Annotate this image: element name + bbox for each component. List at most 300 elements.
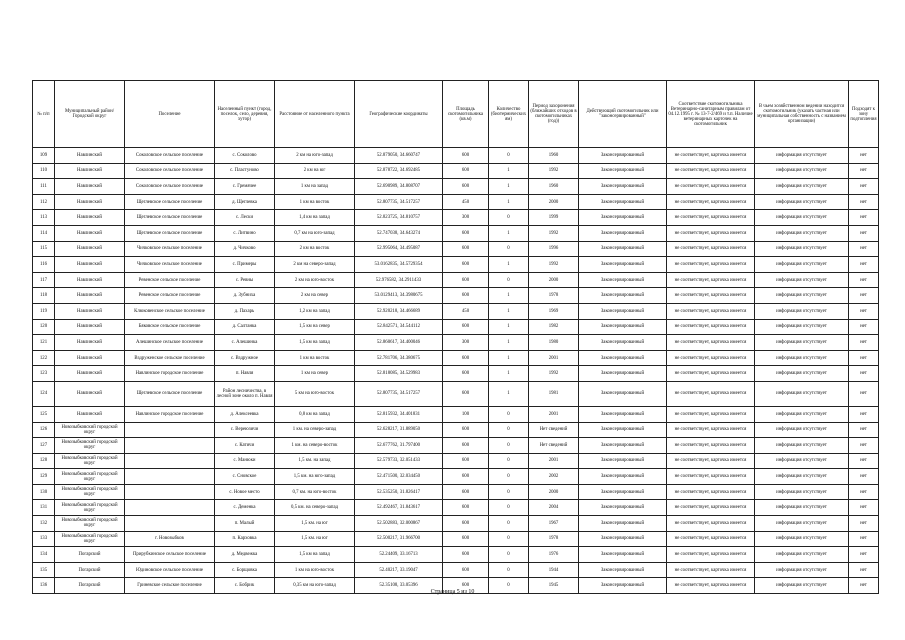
table-cell: с. Борщовка: [215, 562, 275, 578]
table-cell: п. Навля: [215, 366, 275, 382]
table-cell: 1978: [529, 288, 579, 304]
table-cell: информация отсутствует: [755, 547, 849, 563]
table-cell: нет: [849, 163, 879, 179]
table-cell: [125, 500, 215, 516]
table-cell: 52.815932, 34.401831: [355, 406, 443, 422]
table-cell: Законсервированный: [579, 484, 667, 500]
table-cell: 600: [443, 350, 489, 366]
table-cell: 0: [489, 406, 529, 422]
table-cell: 133: [33, 531, 55, 547]
table-cell: 130: [33, 484, 55, 500]
table-cell: 450: [443, 194, 489, 210]
table-cell: 1981: [529, 381, 579, 406]
table-cell: Соколовское сельское поселение: [125, 163, 215, 179]
table-cell: Законсервированный: [579, 335, 667, 351]
table-cell: не соответствует, карточка имеется: [667, 469, 755, 485]
table-cell: 0: [489, 148, 529, 164]
column-header: Площадь скотомогильника (кв.м): [443, 81, 489, 148]
table-row: [33, 319, 879, 335]
table-cell: Законсервированный: [579, 500, 667, 516]
table-row: [33, 422, 879, 438]
table-cell: не соответствует, карточка имеется: [667, 179, 755, 195]
table-cell: Новозыбковский городской округ: [55, 438, 125, 454]
table-cell: 300: [443, 335, 489, 351]
table-cell: нет: [849, 547, 879, 563]
table-cell: Законсервированный: [579, 531, 667, 547]
table-cell: не соответствует, карточка имеется: [667, 438, 755, 454]
table-cell: не соответствует, карточка имеется: [667, 257, 755, 273]
table-cell: с. Литвино: [215, 225, 275, 241]
table-cell: 1,5 км. на юго-запад: [275, 469, 355, 485]
table-cell: не соответствует, карточка имеется: [667, 303, 755, 319]
table-row: [33, 562, 879, 578]
table-cell: не соответствует, карточка имеется: [667, 148, 755, 164]
table-cell: Чичковское сельское поселение: [125, 241, 215, 257]
table-cell: Законсервированный: [579, 319, 667, 335]
table-cell: Щеглевское сельское поселение: [125, 194, 215, 210]
table-cell: 52.860617, 34.400046: [355, 335, 443, 351]
table-cell: нет: [849, 453, 879, 469]
table-cell: 1 км на юго-восток: [275, 562, 355, 578]
table-cell: нет: [849, 381, 879, 406]
table-cell: информация отсутствует: [755, 381, 849, 406]
table-row: [33, 194, 879, 210]
table-cell: 600: [443, 438, 489, 454]
table-cell: Район лесничества, в лесной зоне около п. Навля: [215, 381, 275, 406]
table-cell: 2002: [529, 469, 579, 485]
table-cell: Навлинский: [55, 194, 125, 210]
table-cell: 128: [33, 453, 55, 469]
table-cell: не соответствует, карточка имеется: [667, 335, 755, 351]
table-cell: нет: [849, 148, 879, 164]
table-cell: д. Зубниха: [215, 288, 275, 304]
table-cell: 0: [489, 547, 529, 563]
table-cell: Законсервированный: [579, 148, 667, 164]
table-cell: Законсервированный: [579, 288, 667, 304]
table-cell: Законсервированный: [579, 406, 667, 422]
column-header: № п/п: [33, 81, 55, 148]
table-cell: информация отсутствует: [755, 179, 849, 195]
table-cell: нет: [849, 562, 879, 578]
table-cell: информация отсутствует: [755, 319, 849, 335]
table-cell: Прирубкинское сельское поселение: [125, 547, 215, 563]
table-cell: 600: [443, 163, 489, 179]
table-cell: [125, 516, 215, 532]
table-cell: 600: [443, 288, 489, 304]
table-cell: 1992: [529, 163, 579, 179]
table-cell: Погарский: [55, 562, 125, 578]
table-cell: с. Пластуново: [215, 163, 275, 179]
table-cell: Новозыбковский городской округ: [55, 453, 125, 469]
table-row: [33, 272, 879, 288]
table-cell: 1: [489, 288, 529, 304]
table-cell: с. Вздружное: [215, 350, 275, 366]
table-row: [33, 148, 879, 164]
table-row: [33, 547, 879, 563]
table-cell: 1980: [529, 335, 579, 351]
table-cell: 600: [443, 148, 489, 164]
table-cell: 2001: [529, 453, 579, 469]
table-cell: информация отсутствует: [755, 531, 849, 547]
table-cell: с. Соколово: [215, 148, 275, 164]
table-cell: 52.879050, 34.660747: [355, 148, 443, 164]
document-sheet: [32, 80, 878, 594]
table-cell: нет: [849, 210, 879, 226]
table-cell: 1: [489, 350, 529, 366]
table-cell: Навлинское городское поселение: [125, 406, 215, 422]
table-body: [33, 148, 879, 594]
table-cell: 600: [443, 319, 489, 335]
table-cell: 1992: [529, 225, 579, 241]
table-cell: 1,5 км на запад: [275, 335, 355, 351]
table-cell: Законсервированный: [579, 578, 667, 594]
table-cell: информация отсутствует: [755, 453, 849, 469]
table-cell: информация отсутствует: [755, 303, 849, 319]
table-cell: с. Гремячее: [215, 179, 275, 195]
table-cell: 2 км на северо-запад: [275, 257, 355, 273]
table-cell: не соответствует, карточка имеется: [667, 516, 755, 532]
table-cell: 1: [489, 303, 529, 319]
table-cell: не соответствует, карточка имеется: [667, 350, 755, 366]
table-cell: не соответствует, карточка имеется: [667, 163, 755, 179]
table-cell: 114: [33, 225, 55, 241]
table-cell: не соответствует, карточка имеется: [667, 194, 755, 210]
table-cell: 600: [443, 578, 489, 594]
table-cell: 2004: [529, 500, 579, 516]
column-header: Действующий скотомогильник или "законсервированный": [579, 81, 667, 148]
table-cell: [125, 469, 215, 485]
table-cell: 2000: [529, 484, 579, 500]
table-cell: нет: [849, 335, 879, 351]
table-cell: 0: [489, 516, 529, 532]
table-cell: д. Щеглевка: [215, 194, 275, 210]
table-cell: 1: [489, 179, 529, 195]
table-cell: 136: [33, 578, 55, 594]
table-cell: 1967: [529, 516, 579, 532]
table-cell: 110: [33, 163, 55, 179]
table-cell: информация отсутствует: [755, 241, 849, 257]
table-cell: Клюковенское сельское поселение: [125, 303, 215, 319]
column-header: Количество (биотермических ям): [489, 81, 529, 148]
table-cell: 1: [489, 319, 529, 335]
table-cell: Щеглевское сельское поселение: [125, 210, 215, 226]
table-cell: Гриневское сельское поселение: [125, 578, 215, 594]
table-cell: Щеглевское сельское поселение: [125, 381, 215, 406]
table-cell: не соответствует, карточка имеется: [667, 210, 755, 226]
table-cell: п. Карховка: [215, 531, 275, 547]
table-cell: информация отсутствует: [755, 257, 849, 273]
table-cell: Алешинское сельское поселение: [125, 335, 215, 351]
table-cell: 0: [489, 500, 529, 516]
table-cell: 52.492467, 31.843617: [355, 500, 443, 516]
table-cell: Законсервированный: [579, 516, 667, 532]
table-cell: Законсервированный: [579, 438, 667, 454]
table-cell: с. Манюки: [215, 453, 275, 469]
table-cell: информация отсутствует: [755, 288, 849, 304]
table-cell: нет: [849, 179, 879, 195]
table-cell: [125, 453, 215, 469]
table-cell: Законсервированный: [579, 179, 667, 195]
table-cell: с. Бобрик: [215, 578, 275, 594]
table-cell: 1 км на восток: [275, 350, 355, 366]
table-cell: 0: [489, 272, 529, 288]
table-cell: Законсервированный: [579, 210, 667, 226]
table-cell: 0,7 км на юго-запад: [275, 225, 355, 241]
table-cell: Законсервированный: [579, 272, 667, 288]
table-cell: [125, 438, 215, 454]
table-cell: Ревенское сельское поселение: [125, 288, 215, 304]
table-cell: нет: [849, 288, 879, 304]
table-cell: нет: [849, 422, 879, 438]
table-cell: 1960: [529, 148, 579, 164]
table-cell: 52.35108, 33.05396: [355, 578, 443, 594]
table-row: [33, 303, 879, 319]
table-cell: Навлинский: [55, 366, 125, 382]
table-cell: Нет сведений: [529, 438, 579, 454]
table-cell: 126: [33, 422, 55, 438]
table-cell: 52.842571, 34.544112: [355, 319, 443, 335]
table-row: [33, 516, 879, 532]
column-header: Поселение: [125, 81, 215, 148]
table-cell: 1: [489, 194, 529, 210]
table-cell: 600: [443, 179, 489, 195]
table-cell: Навлинский: [55, 303, 125, 319]
table-cell: 1978: [529, 531, 579, 547]
table-cell: Новозыбковский городской округ: [55, 531, 125, 547]
table-cell: информация отсутствует: [755, 516, 849, 532]
table-cell: 123: [33, 366, 55, 382]
table-cell: 100: [443, 406, 489, 422]
table-cell: Нет сведений: [529, 422, 579, 438]
landfill-table: [32, 80, 879, 594]
table-cell: 52.471500, 32.034450: [355, 469, 443, 485]
table-cell: Законсервированный: [579, 381, 667, 406]
table-row: [33, 241, 879, 257]
table-cell: не соответствует, карточка имеется: [667, 241, 755, 257]
table-cell: 1 км. на северо-запад: [275, 422, 355, 438]
table-cell: нет: [849, 303, 879, 319]
table-cell: 2 км на север: [275, 288, 355, 304]
table-cell: информация отсутствует: [755, 406, 849, 422]
table-cell: 0: [489, 453, 529, 469]
table-cell: 2 км на восток: [275, 241, 355, 257]
table-cell: 600: [443, 469, 489, 485]
table-cell: 0: [489, 422, 529, 438]
table-cell: 52.878722, 34.692485: [355, 163, 443, 179]
table-cell: Навлинский: [55, 257, 125, 273]
table-cell: 0: [489, 578, 529, 594]
table-cell: 125: [33, 406, 55, 422]
table-row: [33, 406, 879, 422]
column-header: Соответствие скотомогильника Ветеринарно-санитарным правилам от 04.12.1995 г. № 13-7-2/469 и т.п. Наличие ветеринарных карточек на скотомогильник: [667, 81, 755, 148]
table-header-row: [33, 81, 879, 148]
table-cell: 52.579733, 32.051433: [355, 453, 443, 469]
table-cell: 116: [33, 257, 55, 273]
column-header: Расстояние от населенного пункта: [275, 81, 355, 148]
table-cell: информация отсутствует: [755, 562, 849, 578]
table-cell: 117: [33, 272, 55, 288]
table-cell: информация отсутствует: [755, 469, 849, 485]
table-cell: 122: [33, 350, 55, 366]
table-cell: 600: [443, 257, 489, 273]
table-cell: информация отсутствует: [755, 225, 849, 241]
table-cell: 450: [443, 303, 489, 319]
table-cell: 1,5 км. на запад: [275, 453, 355, 469]
table-row: [33, 381, 879, 406]
table-cell: 53.0129413, 34.3980675: [355, 288, 443, 304]
table-cell: Навлинский: [55, 210, 125, 226]
table-cell: 600: [443, 225, 489, 241]
column-header: В чьем хозяйственном ведении находится скотомогильник (указать частная или муниципальная собственность с названием организации): [755, 81, 849, 148]
table-cell: нет: [849, 241, 879, 257]
table-cell: 0,8 км на запад: [275, 406, 355, 422]
table-cell: 1,2 км на запад: [275, 303, 355, 319]
table-cell: Законсервированный: [579, 453, 667, 469]
table-cell: 600: [443, 272, 489, 288]
table-cell: 2001: [529, 350, 579, 366]
table-cell: информация отсутствует: [755, 194, 849, 210]
table-cell: не соответствует, карточка имеется: [667, 562, 755, 578]
table-cell: Законсервированный: [579, 257, 667, 273]
table-cell: 600: [443, 516, 489, 532]
table-row: [33, 257, 879, 273]
table-cell: 1992: [529, 366, 579, 382]
table-cell: нет: [849, 484, 879, 500]
table-cell: 0,35 км на юго-запад: [275, 578, 355, 594]
table-cell: 1,5 км на запад: [275, 547, 355, 563]
table-cell: нет: [849, 516, 879, 532]
table-cell: Вздруженское сельское поселение: [125, 350, 215, 366]
table-cell: 52.807735, 34.517257: [355, 381, 443, 406]
table-cell: 109: [33, 148, 55, 164]
table-cell: 134: [33, 547, 55, 563]
table-cell: 600: [443, 381, 489, 406]
table-cell: Законсервированный: [579, 303, 667, 319]
table-cell: 600: [443, 484, 489, 500]
table-cell: не соответствует, карточка имеется: [667, 578, 755, 594]
table-cell: Навлинское городское поселение: [125, 366, 215, 382]
table-cell: не соответствует, карточка имеется: [667, 272, 755, 288]
table-cell: 52.502883, 32.000867: [355, 516, 443, 532]
table-cell: 1992: [529, 257, 579, 273]
table-cell: с. Вереюзичи: [215, 422, 275, 438]
table-cell: 52.500217, 31.966700: [355, 531, 443, 547]
table-cell: нет: [849, 350, 879, 366]
table-cell: 52.40217, 33.19047: [355, 562, 443, 578]
table-cell: с. Сновское: [215, 469, 275, 485]
table-cell: 5 км на юго-восток: [275, 381, 355, 406]
table-cell: Чичковское сельское поселение: [125, 257, 215, 273]
table-cell: 300: [443, 210, 489, 226]
table-cell: информация отсутствует: [755, 272, 849, 288]
table-cell: 0: [489, 484, 529, 500]
table-cell: Новозыбковский городской округ: [55, 469, 125, 485]
table-cell: Законсервированный: [579, 350, 667, 366]
table-cell: д. Алексеевка: [215, 406, 275, 422]
table-cell: 52.818085, 34.529983: [355, 366, 443, 382]
table-cell: Погарский: [55, 578, 125, 594]
table-cell: 52.807735, 34.517257: [355, 194, 443, 210]
table-cell: 600: [443, 531, 489, 547]
column-header: Подходят к зону подтопления: [849, 81, 879, 148]
table-cell: 52.976582, 34.2911433: [355, 272, 443, 288]
table-cell: 52.628217, 31.889050: [355, 422, 443, 438]
table-cell: Соколовское сельское поселение: [125, 148, 215, 164]
table-cell: информация отсутствует: [755, 350, 849, 366]
table-cell: 1: [489, 257, 529, 273]
table-cell: 1: [489, 335, 529, 351]
table-row: [33, 500, 879, 516]
table-cell: 1: [489, 366, 529, 382]
table-cell: Навлинский: [55, 335, 125, 351]
table-cell: д. Медвежка: [215, 547, 275, 563]
table-cell: 111: [33, 179, 55, 195]
table-cell: п. Малый: [215, 516, 275, 532]
table-cell: не соответствует, карточка имеется: [667, 381, 755, 406]
table-cell: 1,5 км. на юг: [275, 531, 355, 547]
table-cell: [125, 484, 215, 500]
table-cell: 1: [489, 225, 529, 241]
table-cell: 2001: [529, 406, 579, 422]
table-cell: Навлинский: [55, 148, 125, 164]
table-cell: Навлинский: [55, 406, 125, 422]
table-cell: информация отсутствует: [755, 148, 849, 164]
table-cell: 112: [33, 194, 55, 210]
page-footer: Страница 5 из 10: [430, 589, 475, 595]
table-cell: 2 км на юг: [275, 163, 355, 179]
table-row: [33, 531, 879, 547]
column-header: Период захоронения (ближайших отходов в скотомогильниках (год)): [529, 81, 579, 148]
table-cell: г. Новозыбков: [125, 531, 215, 547]
table-cell: Законсервированный: [579, 547, 667, 563]
table-row: [33, 225, 879, 241]
column-header: Географические координаты: [355, 81, 443, 148]
table-cell: нет: [849, 366, 879, 382]
table-cell: д. Чичково: [215, 241, 275, 257]
table-cell: 600: [443, 562, 489, 578]
table-cell: 1944: [529, 562, 579, 578]
table-cell: нет: [849, 531, 879, 547]
table-cell: 1: [489, 163, 529, 179]
table-cell: нет: [849, 578, 879, 594]
table-row: [33, 438, 879, 454]
table-cell: 1 км на запад: [275, 179, 355, 195]
table-cell: информация отсутствует: [755, 335, 849, 351]
table-cell: 52.781706, 34.380675: [355, 350, 443, 366]
table-cell: не соответствует, карточка имеется: [667, 453, 755, 469]
table-cell: Погарский: [55, 547, 125, 563]
table-row: [33, 210, 879, 226]
table-cell: нет: [849, 272, 879, 288]
table-cell: 120: [33, 319, 55, 335]
table-cell: нет: [849, 438, 879, 454]
table-cell: нет: [849, 194, 879, 210]
table-cell: 600: [443, 500, 489, 516]
table-cell: 600: [443, 241, 489, 257]
table-cell: не соответствует, карточка имеется: [667, 547, 755, 563]
table-cell: нет: [849, 225, 879, 241]
table-cell: 2 км на юго-восток: [275, 272, 355, 288]
table-row: [33, 163, 879, 179]
table-cell: 1,5 км. на юг: [275, 516, 355, 532]
table-row: [33, 179, 879, 195]
table-cell: Законсервированный: [579, 366, 667, 382]
table-cell: Новозыбковский городской округ: [55, 516, 125, 532]
table-cell: Навлинский: [55, 288, 125, 304]
table-cell: с. Деменка: [215, 500, 275, 516]
table-cell: не соответствует, карточка имеется: [667, 500, 755, 516]
table-cell: 0,5 км. на северо-запад: [275, 500, 355, 516]
